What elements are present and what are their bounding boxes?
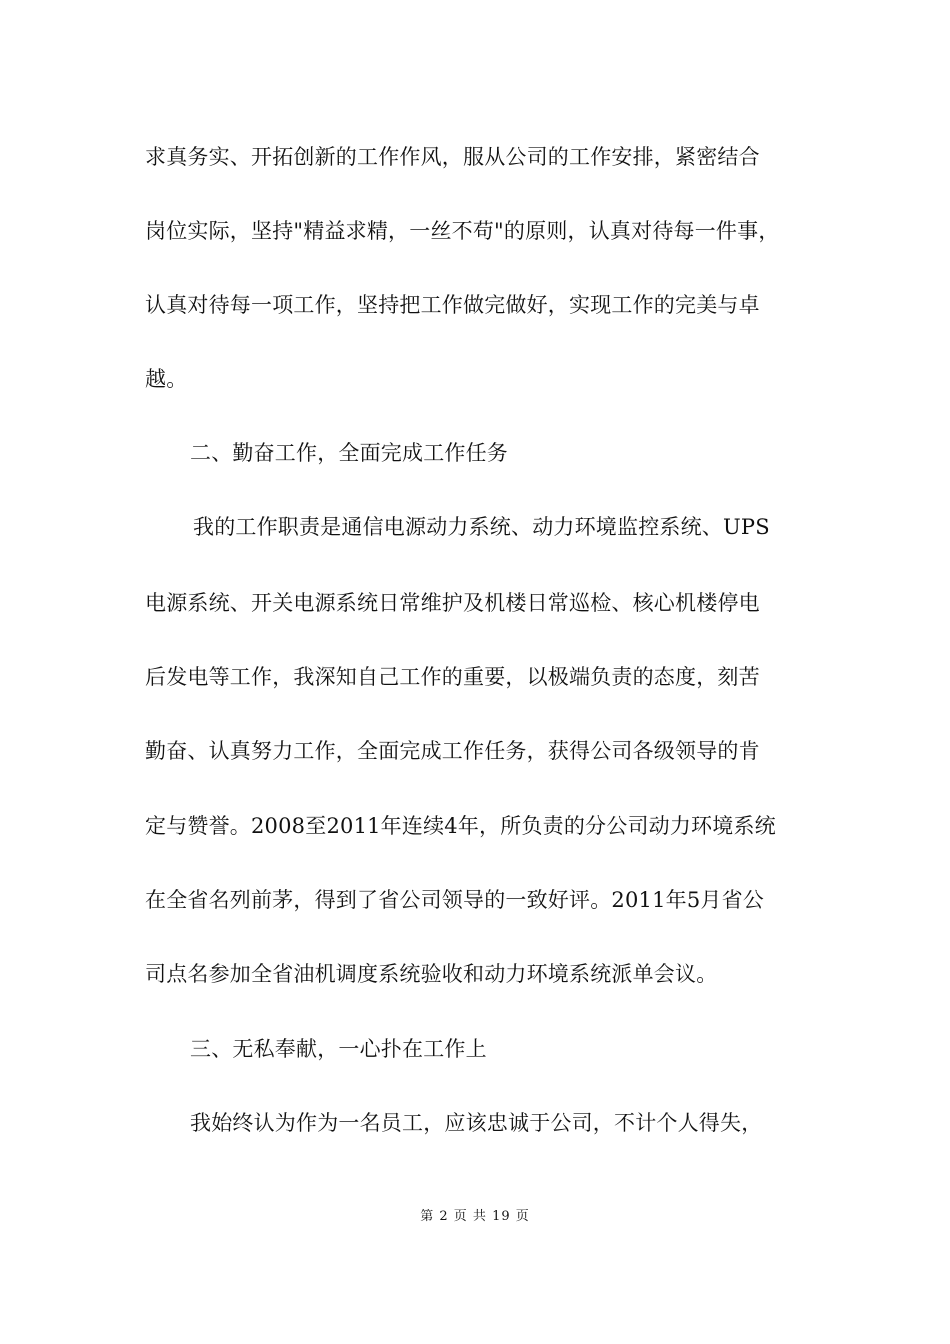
footer-suffix: 页 bbox=[515, 1209, 530, 1224]
footer-prefix: 第 bbox=[420, 1209, 435, 1224]
body-text-line: 在全省名列前茅，得到了省公司领导的一致好评。2011年5月省公 bbox=[145, 888, 765, 912]
body-text-line: 勤奋、认真努力工作，全面完成工作任务，获得公司各级领导的肯 bbox=[145, 739, 760, 763]
footer-page-number: 2 bbox=[439, 1209, 449, 1224]
body-text-line: 求真务实、开拓创新的工作作风，服从公司的工作安排，紧密结合 bbox=[145, 145, 760, 169]
body-text-line: 我始终认为作为一名员工，应该忠诚于公司，不计个人得失， bbox=[190, 1111, 763, 1135]
body-text-line: 定与赞誉。2008至2011年连续4年，所负责的分公司动力环境系统 bbox=[145, 814, 776, 838]
body-text-line: 我的工作职责是通信电源动力系统、动力环境监控系统、UPS bbox=[193, 515, 770, 539]
body-text-line: 认真对待每一项工作，坚持把工作做完做好，实现工作的完美与卓 bbox=[145, 293, 760, 317]
section-heading-3: 三、无私奉献，一心扑在工作上 bbox=[190, 1037, 487, 1061]
footer-middle: 页 共 bbox=[453, 1209, 487, 1224]
body-text-line: 司点名参加全省油机调度系统验收和动力环境系统派单会议。 bbox=[145, 962, 718, 986]
section-heading-2: 二、勤奋工作，全面完成工作任务 bbox=[190, 441, 508, 465]
body-text-line: 后发电等工作，我深知自己工作的重要，以极端负责的态度，刻苦 bbox=[145, 665, 760, 689]
body-text-line: 越。 bbox=[145, 367, 188, 391]
body-text-line: 岗位实际，坚持"精益求精，一丝不苟"的原则，认真对待每一件事， bbox=[145, 219, 780, 243]
body-text-line: 电源系统、开关电源系统日常维护及机楼日常巡检、核心机楼停电 bbox=[145, 591, 760, 615]
page-footer bbox=[0, 1208, 950, 1226]
footer-total-pages: 19 bbox=[492, 1209, 511, 1224]
